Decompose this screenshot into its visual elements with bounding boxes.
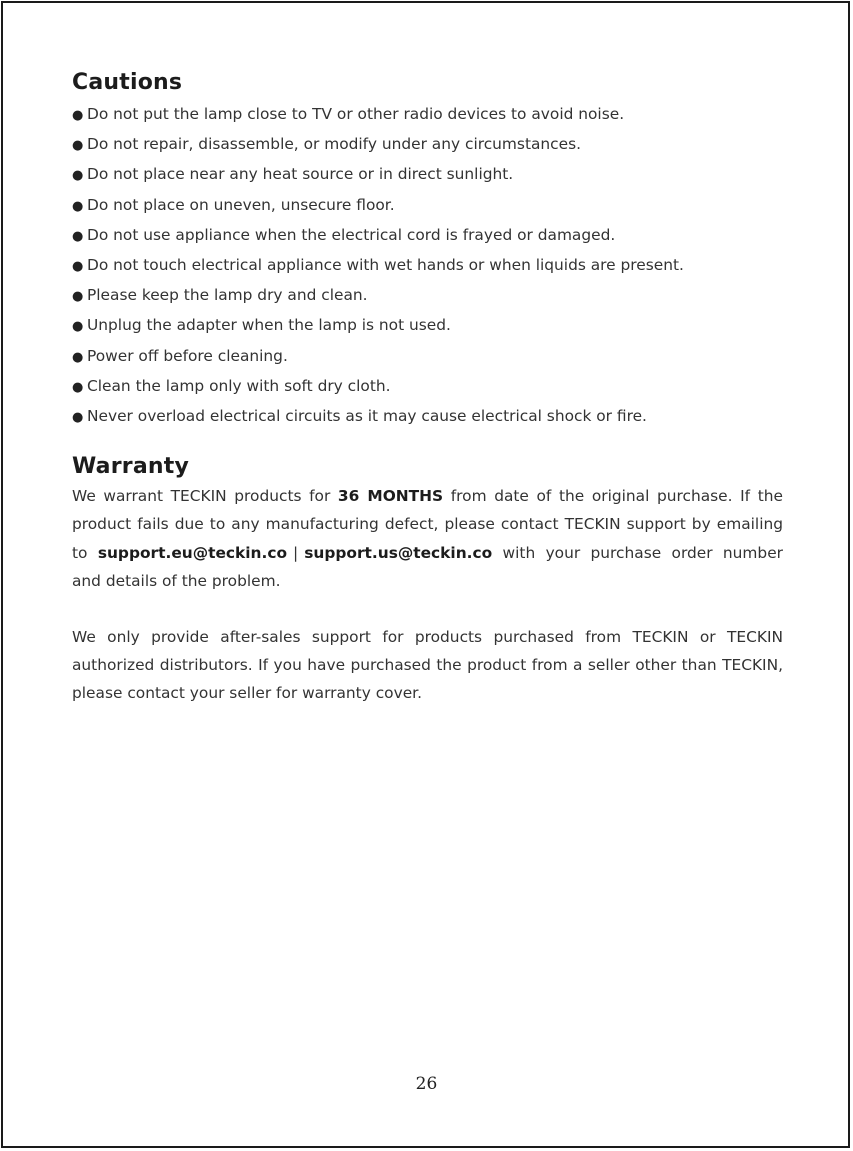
cautions-list [72,100,783,432]
warranty-paragraph-1: We warrant TECKIN products for 36 MONTHS from date of the original purchase. If the product fails due to any manufacturing defect, please contact TECKIN support by emailing to support.eu@teckin.co | support.us@teckin.co with your purchase order number and details of the problem. [72,487,783,590]
warranty-duration: 36 MONTHS [337,487,444,506]
caution-item: ● Do not use appliance when the electrical cord is frayed or damaged. [72,221,783,251]
caution-item: ● Do not put the lamp close to TV or other radio devices to avoid noise. [72,100,783,130]
caution-item: ● Unplug the adapter when the lamp is not used. [72,311,783,341]
caution-item: ● Power off before cleaning. [72,342,783,372]
bullet-icon: ● [72,410,84,426]
page-content [72,68,783,708]
caution-item: ● Please keep the lamp dry and clean. [72,281,783,311]
caution-item: ● Do not touch electrical appliance with wet hands or when liquids are present. [72,251,783,281]
email-separator: | [293,543,299,562]
caution-item: ● Never overload electrical circuits as it may cause electrical shock or fire. [72,402,783,432]
bullet-icon: ● [72,198,84,214]
bullet-icon: ● [72,168,84,184]
warranty-paragraph-2: We only provide after-sales support for products purchased from TECKIN or TECKIN authorized distributors. If you have purchased the product from a seller other than TECKIN, please contact your seller for warranty cover. [72,628,783,703]
warranty-heading: Warranty [72,454,189,480]
bullet-icon: ● [72,138,84,154]
bullet-icon: ● [72,379,84,395]
caution-item: ● Do not place near any heat source or in direct sunlight. [72,160,783,190]
page-number: 26 [415,1074,438,1094]
bullet-icon: ● [72,108,84,123]
support-email-us[interactable]: support.us@teckin.co [304,543,493,562]
caution-item: ● Do not repair, disassemble, or modify under any circumstances. [72,130,783,160]
bullet-icon: ● [72,228,84,244]
cautions-heading: Cautions [72,70,183,95]
caution-item: ● Do not place on uneven, unsecure floor. [72,191,783,221]
bullet-icon: ● [72,319,84,335]
bullet-icon: ● [72,349,84,365]
bullet-icon: ● [72,289,84,305]
caution-item: ● Clean the lamp only with soft dry cloth. [72,372,783,402]
support-email-eu[interactable]: support.eu@teckin.co [97,543,288,562]
bullet-icon: ● [72,259,84,275]
